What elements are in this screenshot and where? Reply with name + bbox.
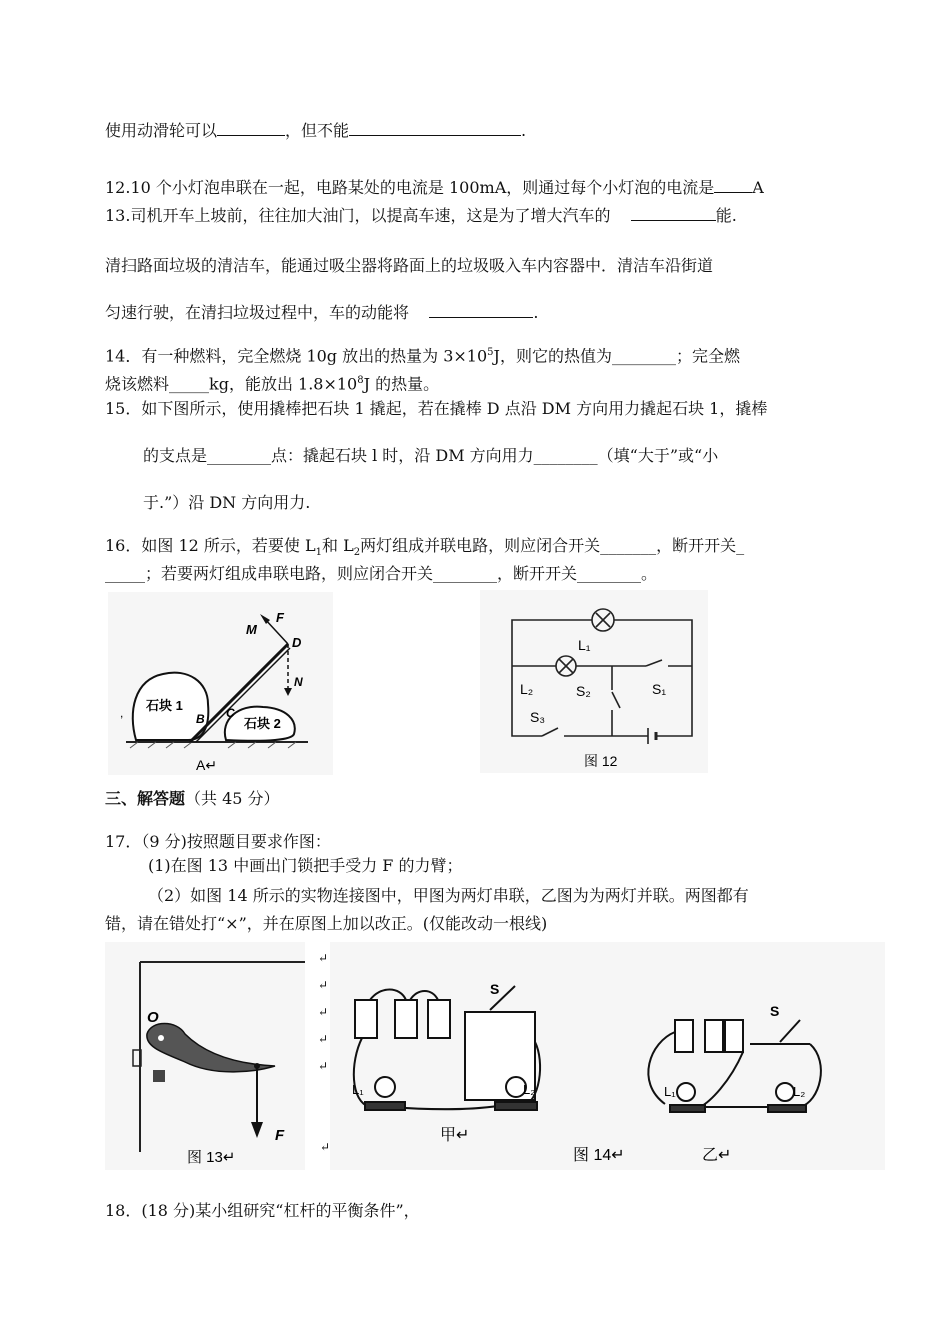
svg-text:L₁: L₁ — [664, 1084, 676, 1099]
svg-text:F: F — [275, 1127, 285, 1144]
svg-text:L₂: L₂ — [793, 1084, 806, 1099]
question-16-line1: 16．如图 12 所示，若要使 $L_1$和 $L_2$两灯组成并联电路，则应闭合开关_______，断开开关_ — [105, 536, 745, 559]
svg-text:B: B — [196, 712, 205, 726]
question-13-line2: 清扫路面垃圾的清洁车，能通过吸尘器将路面上的垃圾吸入车内容器中．清洁车沿街道 — [105, 256, 714, 275]
svg-text:S: S — [490, 981, 500, 997]
svg-text:S₁: S₁ — [652, 681, 667, 697]
svg-text:F: F — [276, 610, 284, 625]
svg-text:C: C — [226, 706, 235, 720]
question-14-line2: 烧该燃料_____kg，能放出 $1.8\times 10^8J$ 的热量。 — [105, 374, 440, 394]
answer-blank[interactable] — [714, 177, 752, 193]
svg-text:,: , — [120, 706, 124, 720]
question-15-line1: 15．如下图所示，使用撬棒把石块 1 撬起，若在撬棒 D 点沿 DM 方向用力撬起石块 1，撬棒 — [105, 399, 768, 418]
question-15-line2: 的支点是________点：撬起石块 l 时，沿 DM 方向用力________（填“大于”或“小 — [143, 446, 719, 465]
question-17-part2: （2）如图 14 所示的实物连接图中，甲图为两灯串联，乙图为为两灯并联。两图都有 — [148, 886, 749, 905]
question-18: 18．(18 分)某小组研究“杠杆的平衡条件”， — [105, 1201, 420, 1220]
svg-text:S₃: S₃ — [530, 709, 546, 725]
question-17-part1: (1)在图 13 中画出门锁把手受力 F 的力臂； — [148, 856, 463, 875]
answer-blank[interactable] — [631, 205, 716, 221]
question-16-line2: _____；若要两灯组成串联电路，则应闭合开关________，断开开关________。 — [105, 564, 658, 583]
circuit-jia — [354, 986, 540, 1110]
svg-text:S₂: S₂ — [576, 683, 591, 699]
lever-figure — [108, 592, 333, 775]
svg-text:D: D — [292, 635, 302, 650]
svg-text:S: S — [770, 1003, 780, 1019]
svg-text:图 13↵: 图 13↵ — [187, 1149, 236, 1166]
question-17-part2-cont: 错，请在错处打“×”，并在原图上加以改正。(仅能改动一根线) — [105, 914, 548, 933]
return-marks: ↵ ↵ ↵ ↵ ↵ — [318, 951, 329, 1073]
svg-text:L₁: L₁ — [352, 1082, 364, 1097]
svg-text:L₂: L₂ — [520, 681, 534, 697]
door-lock-figure-13 — [105, 942, 305, 1170]
return-mark: ↵ — [320, 1140, 331, 1154]
circuit-figure-12 — [480, 590, 708, 773]
question-13-line1: 13.司机开车上坡前，往往加大油门，以提高车速，这是为了增大汽车的 能. — [105, 206, 737, 225]
question-13-line3: 匀速行驶，在清扫垃圾过程中，车的动能将 . — [105, 303, 539, 322]
answer-blank[interactable] — [349, 120, 521, 136]
svg-text:O: O — [147, 1009, 159, 1026]
svg-text:图 12: 图 12 — [584, 753, 618, 769]
svg-text:石块 1: 石块 1 — [146, 698, 183, 713]
answer-blank[interactable] — [429, 302, 533, 318]
svg-text:M: M — [246, 622, 257, 637]
question-15-line3: 于.”）沿 DN 方向用力. — [143, 493, 311, 512]
question-14-line1: 14．有一种燃料，完全燃烧 10g 放出的热量为 $3\times 10^5J$，则它的热值为________；完全燃 — [105, 346, 740, 366]
svg-text:图 14↵: 图 14↵ — [573, 1147, 625, 1164]
answer-blank[interactable] — [217, 120, 285, 136]
question-17-title: 17．（9 分)按照题目要求作图： — [105, 832, 331, 851]
question-12: 12.10 个小灯泡串联在一起，电路某处的电流是 100mA，则通过每个小灯泡的电流是 A — [105, 178, 764, 197]
section-3-heading: 三、解答题（共 45 分） — [105, 789, 280, 808]
svg-text:A↵: A↵ — [196, 757, 218, 773]
wiring-figure-14 — [330, 942, 885, 1170]
svg-text:N: N — [294, 675, 303, 689]
svg-text:石块 2: 石块 2 — [244, 716, 281, 731]
svg-text:L₁: L₁ — [578, 637, 591, 653]
svg-text:甲↵: 甲↵ — [440, 1127, 470, 1144]
q11-tail: 使用动滑轮可以 ，但不能 . — [105, 121, 527, 140]
svg-text:乙↵: 乙↵ — [702, 1147, 732, 1164]
svg-text:L₂: L₂ — [523, 1082, 536, 1097]
